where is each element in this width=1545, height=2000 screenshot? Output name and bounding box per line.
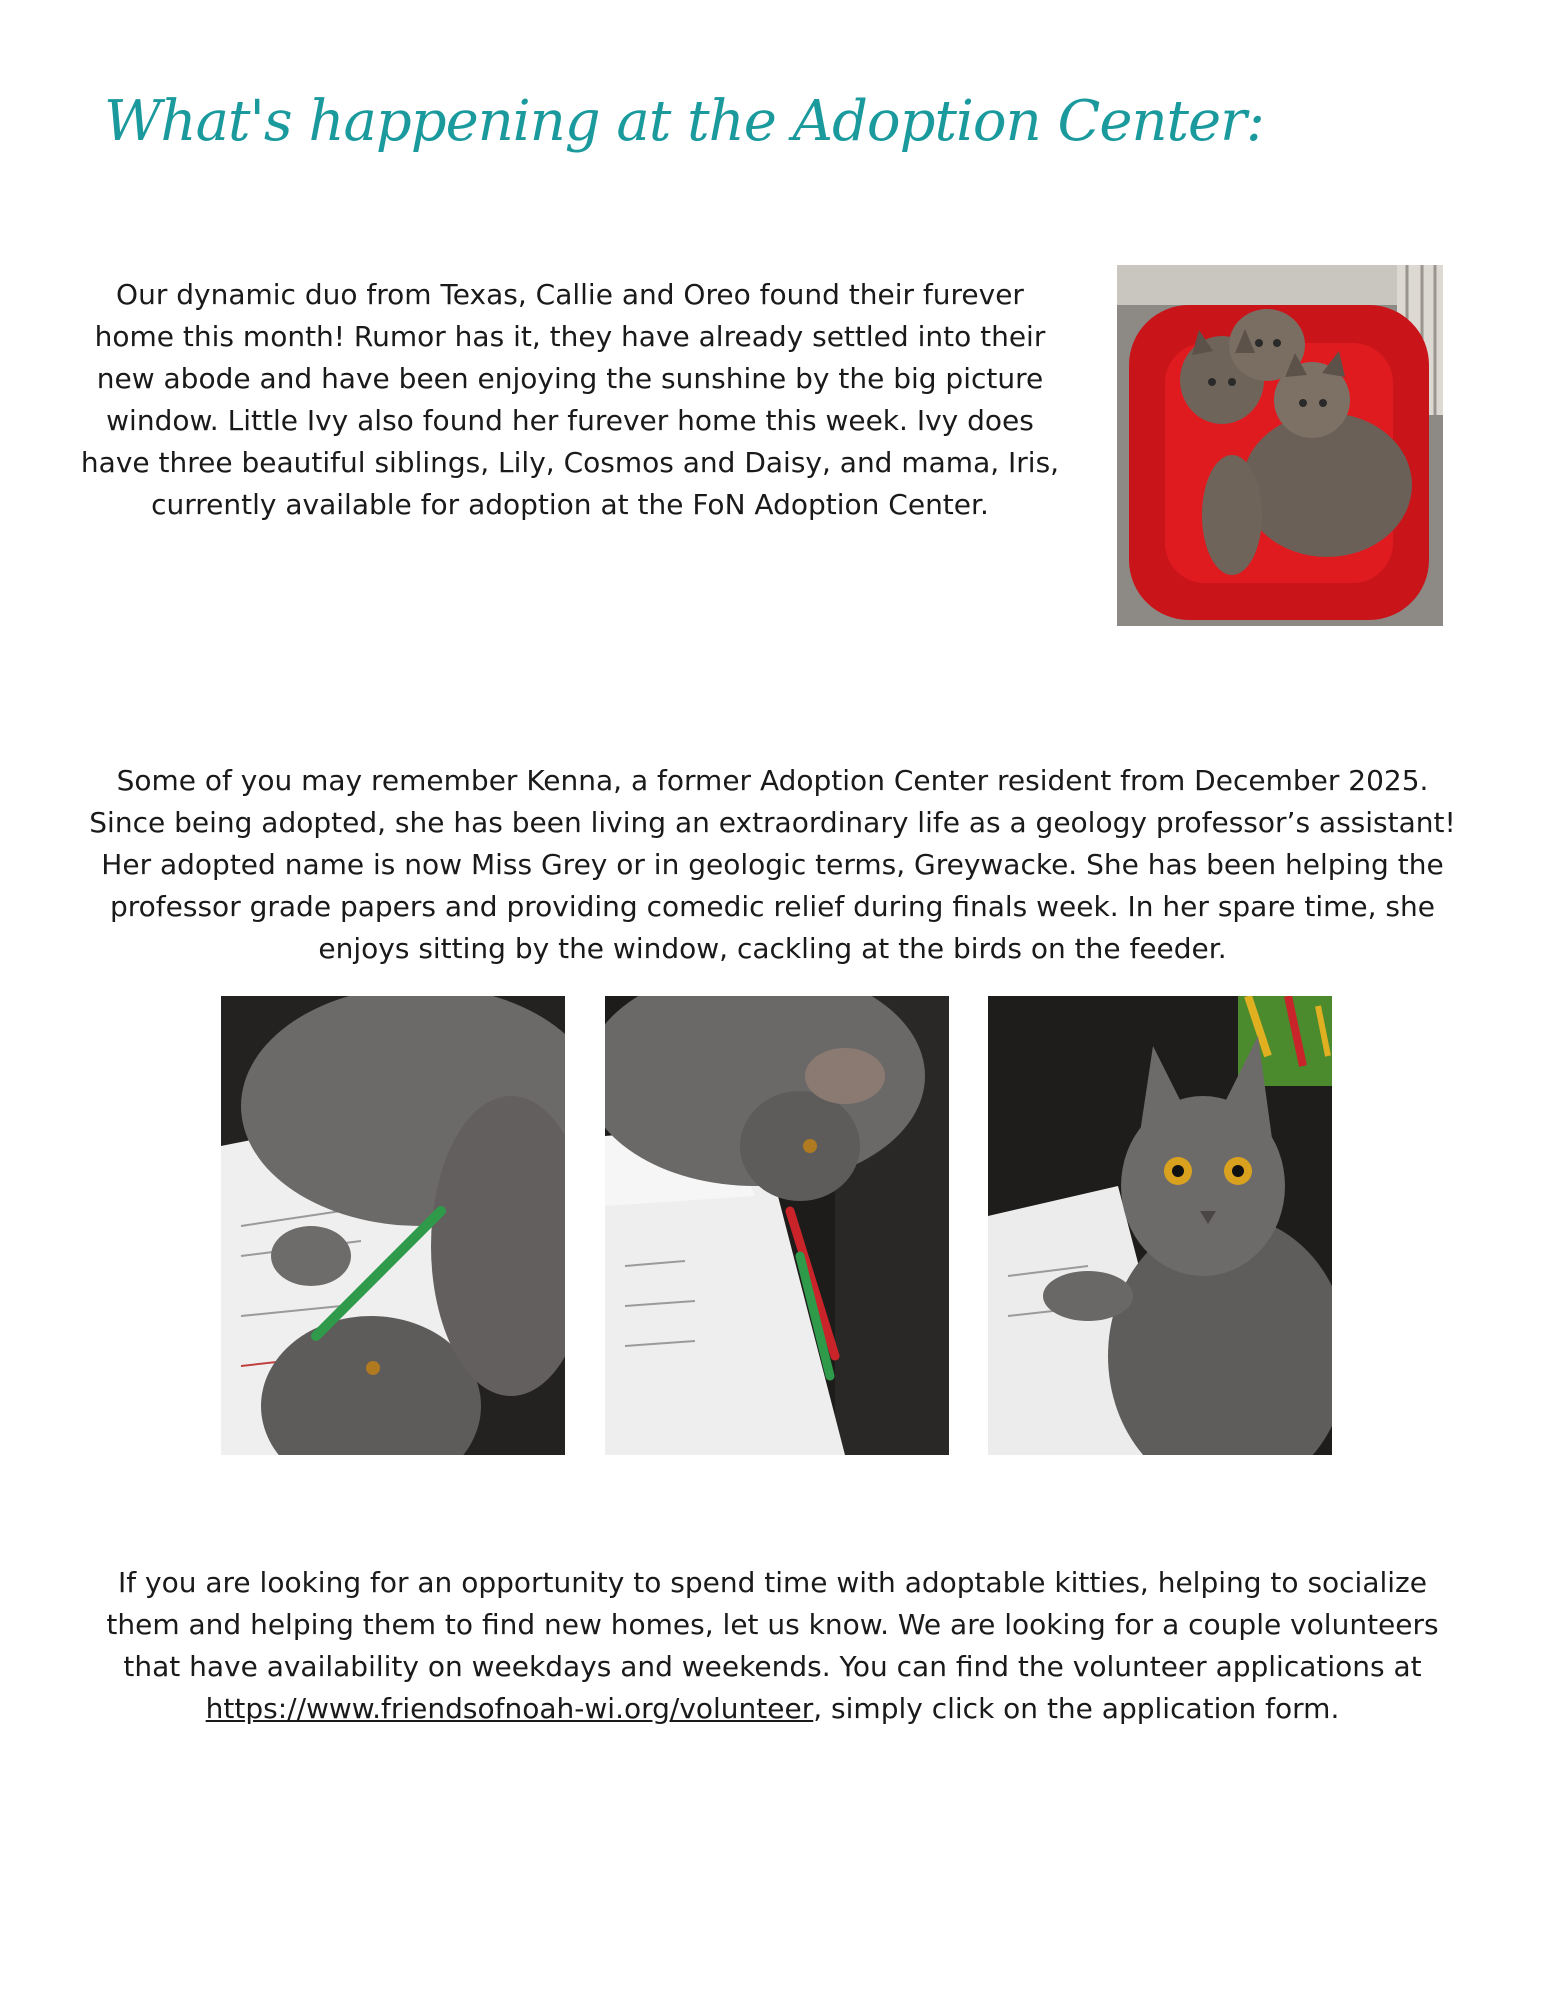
cat-with-pen-photo-1 (221, 996, 565, 1455)
cat-with-pen-photo-2 (605, 996, 949, 1455)
page-heading: What's happening at the Adoption Center: (104, 89, 1264, 154)
volunteer-paragraph (80, 1562, 1465, 1730)
cat-looking-at-camera-photo (988, 996, 1332, 1455)
volunteer-link[interactable]: https://www.friendsofnoah-wi.org/volunteer (205, 1692, 814, 1725)
volunteer-text: If you are looking for an opportunity to spend time with adoptable kitties, helping to socialize them and helping them to find new homes, let us know. We are looking for a couple volunteers that have availability on weekdays and weekends. You can find the volunteer applications at (106, 1566, 1439, 1683)
kenna-story-paragraph: Some of you may remember Kenna, a former Adoption Center resident from December 2025. Since being adopted, she has been living an extraordinary life as a geology professor’s assistant! Her adopted name is now Miss Grey or in geologic terms, Greywacke. She has been helping the professor grade papers and providing comedic relief during finals week. In her spare time, she enjoys sitting by the window, cackling at the birds on the feeder. (89, 764, 1456, 965)
adoption-update-paragraph: Our dynamic duo from Texas, Callie and Oreo found their furever home this month! Rumor has it, they have already settled into their new abode and have been enjoying the sunshine by the big picture window. Little Ivy also found her furever home this week. Ivy does have three beautiful siblings, Lily, Cosmos and Daisy, and mama, Iris, currently available for adoption at the FoN Adoption Center. (80, 278, 1060, 521)
volunteer-text-end: , simply click on the application form. (813, 1692, 1340, 1725)
kittens-on-red-bed-photo (1117, 265, 1443, 626)
